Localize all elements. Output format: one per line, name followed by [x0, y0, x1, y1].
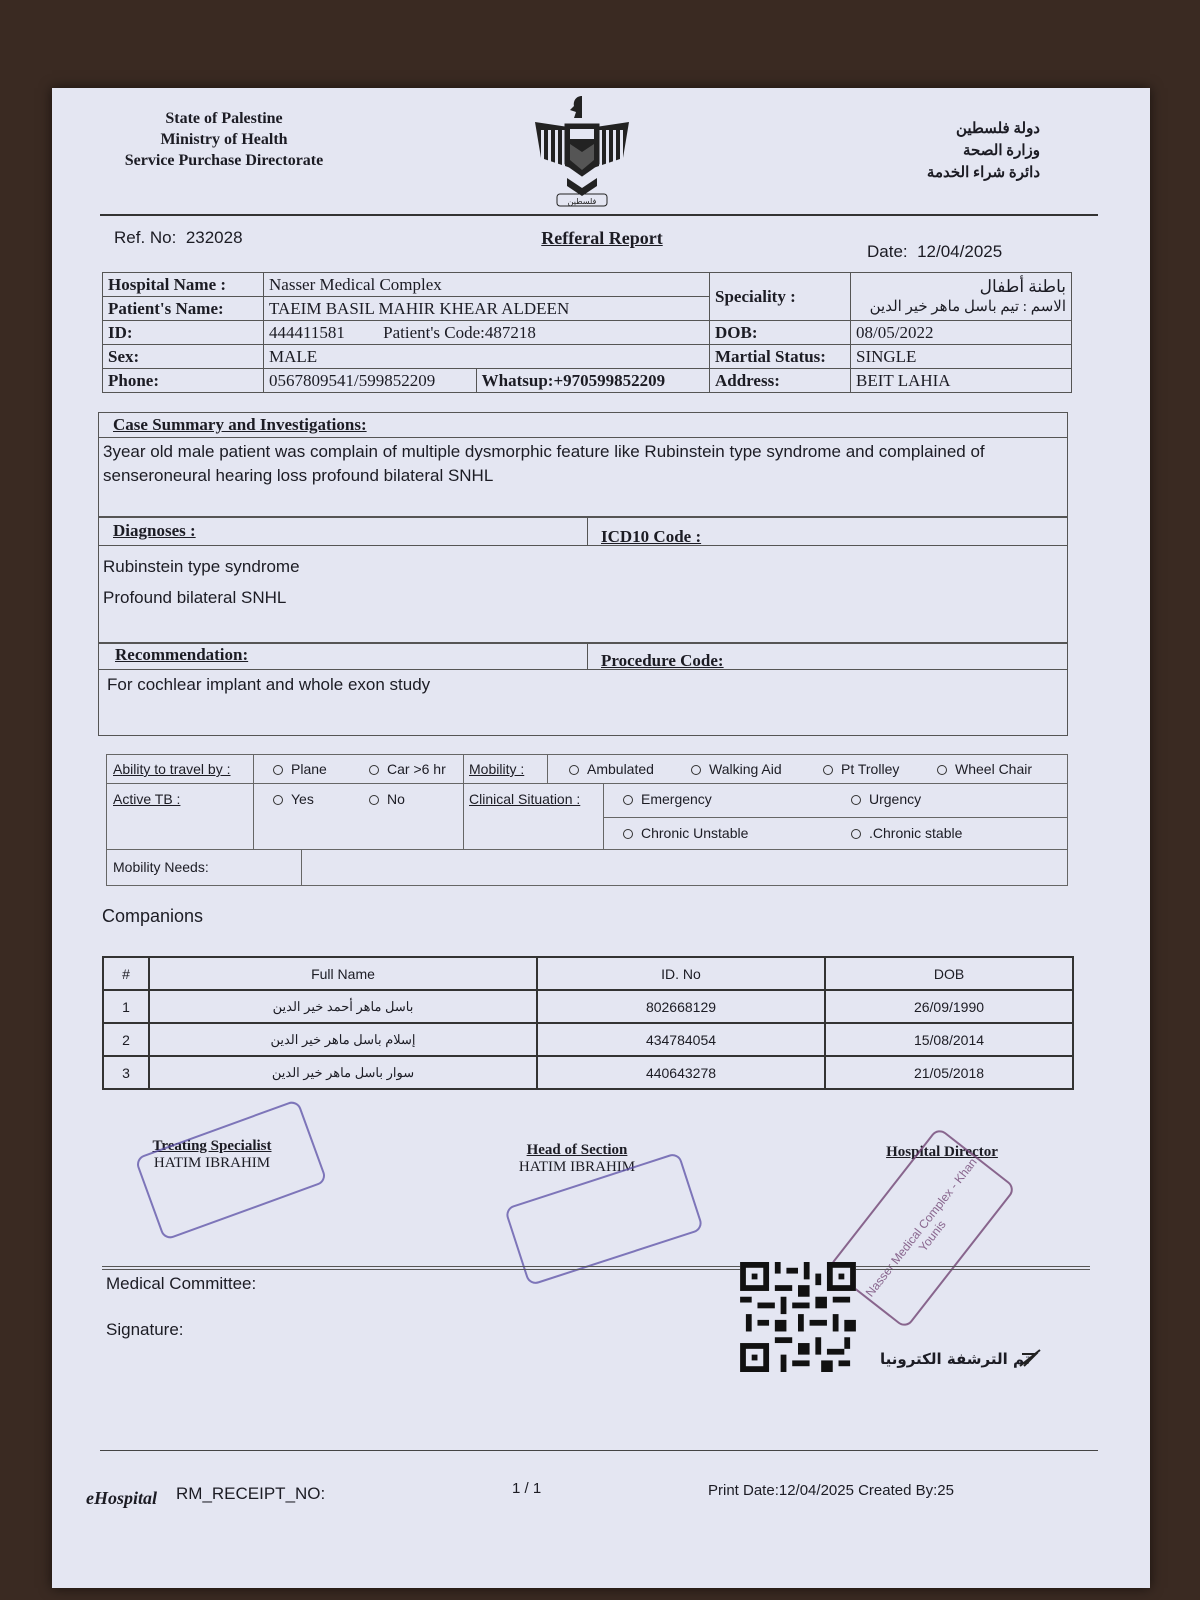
palestine-eagle-emblem [527, 92, 637, 210]
radio-icon [569, 765, 579, 775]
icd10-heading: ICD10 Code : [601, 527, 702, 546]
hospital-value: Nasser Medical Complex [264, 273, 710, 297]
print-info: Print Date:12/04/2025 Created By:25 [708, 1482, 954, 1499]
page-title: Refferal Report [541, 228, 663, 248]
date-value: 12/04/2025 [917, 242, 1003, 261]
radio-icon [937, 765, 947, 775]
mobility-needs-label: Mobility Needs: [113, 859, 209, 875]
recommendation-text: For cochlear implant and whole exon study [107, 675, 431, 694]
whatsapp-cell [476, 369, 709, 393]
header-arabic [840, 118, 1040, 184]
signature-pen-icon [1016, 1346, 1044, 1370]
table-header-row [103, 957, 1073, 990]
page-number: 1 / 1 [512, 1480, 542, 1497]
recommendation-section [98, 642, 1068, 736]
walking-aid-radio[interactable]: Walking Aid [691, 761, 782, 777]
director-stamp-text: Nasser Medical Complex - Khan Younis [862, 1155, 980, 1300]
companion-dob: 26/09/1990 [825, 990, 1073, 1023]
ehospital-logo-text: eHospital [86, 1488, 157, 1508]
case-summary-section [98, 412, 1068, 518]
row-number: 2 [103, 1023, 149, 1056]
companions-title: Companions [102, 906, 204, 926]
table-row [103, 1056, 1073, 1089]
dob-label: DOB: [710, 321, 851, 345]
urgency-radio[interactable]: Urgency [851, 791, 921, 807]
travel-mobility-section [106, 754, 1068, 886]
head-of-section-label: Head of Section [526, 1142, 628, 1158]
procedure-code-heading: Procedure Code: [601, 651, 724, 670]
col-header: DOB [825, 957, 1073, 990]
col-header: Full Name [149, 957, 537, 990]
radio-icon [369, 795, 379, 805]
phone-value: 0567809541/599852209 [264, 369, 477, 393]
ability-to-travel-label: Ability to travel by : [113, 761, 231, 777]
companion-name: إسلام باسل ماهر خير الدين [149, 1023, 537, 1056]
patient-code-value: 487218 [484, 322, 536, 342]
companion-dob: 15/08/2014 [825, 1023, 1073, 1056]
address-value: BEIT LAHIA [851, 369, 1072, 393]
chronic-unstable-radio[interactable]: Chronic Unstable [623, 825, 748, 841]
companion-id: 434784054 [537, 1023, 825, 1056]
header-ministry: Ministry of Health [160, 131, 288, 148]
mobility-needs-field[interactable] [307, 853, 1063, 881]
plane-radio[interactable]: Plane [273, 761, 327, 777]
clinical-situation-label: Clinical Situation : [469, 791, 581, 807]
emergency-radio[interactable]: Emergency [623, 791, 712, 807]
qr-code-icon [740, 1262, 856, 1372]
diagnoses-heading: Diagnoses : [113, 521, 196, 540]
header-ar-state: دولة فلسطين [955, 121, 1040, 137]
diagnoses-list [103, 551, 300, 613]
radio-icon [273, 795, 283, 805]
ref-label: Ref. No: [114, 228, 177, 247]
treating-specialist-name: HATIM IBRAHIM [153, 1155, 271, 1171]
id-label: ID: [103, 321, 264, 345]
speciality-ar: باطنة أطفال [979, 277, 1066, 296]
treating-specialist-label: Treating Specialist [152, 1138, 272, 1154]
radio-icon [273, 765, 283, 775]
table-row [103, 990, 1073, 1023]
radio-icon [369, 765, 379, 775]
patient-name-value: TAEIM BASIL MAHIR KHEAR ALDEEN [264, 297, 710, 321]
receipt-number-label: RM_RECEIPT_NO: [176, 1484, 326, 1503]
section-separator [102, 1266, 1090, 1270]
companion-id: 440643278 [537, 1056, 825, 1089]
referral-paper [52, 88, 1150, 1588]
header-ar-ministry: وزارة الصحة [963, 143, 1040, 159]
specialist-stamp [134, 1099, 328, 1241]
header-directorate: Service Purchase Directorate [124, 152, 324, 169]
case-summary-text: 3year old male patient was complain of multiple dysmorphic feature like Rubinstein type syndrome and complained of senseroneural hearing loss profound bilateral SNHL [103, 442, 985, 485]
diagnosis-item: Rubinstein type syndrome [103, 557, 300, 576]
companions-table [102, 956, 1074, 1090]
patient-code-label: Patient's Code: [383, 322, 485, 342]
companion-dob: 21/05/2018 [825, 1056, 1073, 1089]
patient-info-table [102, 272, 1072, 393]
emblem-label: فلسطين [567, 197, 597, 206]
id-cell [264, 321, 710, 345]
footer-divider [100, 1450, 1098, 1451]
hospital-label: Hospital Name : [103, 273, 264, 297]
phone-label: Phone: [103, 369, 264, 393]
header-english [94, 108, 354, 171]
id-value: 444411581 [269, 322, 345, 342]
recommendation-heading: Recommendation: [115, 645, 249, 664]
marital-value: SINGLE [851, 345, 1072, 369]
patient-name-label: Patient's Name: [103, 297, 264, 321]
ref-value: 232028 [185, 228, 243, 247]
radio-icon [851, 829, 861, 839]
companion-id: 802668129 [537, 990, 825, 1023]
e-signed-note [880, 1350, 1030, 1368]
dob-value: 08/05/2022 [851, 321, 1072, 345]
speciality-value [851, 273, 1072, 321]
tb-no-radio[interactable]: No [369, 791, 405, 807]
sex-value: MALE [264, 345, 710, 369]
radio-icon [623, 795, 633, 805]
e-signed-text: تم الترشفة الكترونيا [880, 1350, 1031, 1368]
hospital-director-label: Hospital Director [886, 1144, 998, 1160]
col-header: ID. No [537, 957, 825, 990]
diagnosis-item: Profound bilateral SNHL [103, 588, 287, 607]
pt-trolley-radio[interactable]: Pt Trolley [823, 761, 899, 777]
chronic-stable-radio[interactable]: .Chronic stable [851, 825, 962, 841]
whatsapp-value: +970599852209 [553, 370, 666, 390]
companion-name: سوار باسل ماهر خير الدين [149, 1056, 537, 1089]
case-summary-heading: Case Summary and Investigations: [113, 415, 367, 434]
medical-committee-label: Medical Committee: [106, 1274, 257, 1293]
car-radio[interactable]: Car >6 hr [369, 761, 446, 777]
header-ar-directorate: دائرة شراء الخدمة [926, 165, 1040, 181]
ref-number [114, 228, 243, 248]
radio-icon [691, 765, 701, 775]
sex-label: Sex: [103, 345, 264, 369]
report-date [867, 242, 1002, 262]
col-header: # [103, 957, 149, 990]
ambulated-radio[interactable]: Ambulated [569, 761, 654, 777]
speciality-label: Speciality : [710, 273, 851, 321]
signature-label: Signature: [106, 1320, 184, 1339]
diagnoses-section [98, 516, 1068, 644]
radio-icon [823, 765, 833, 775]
active-tb-label: Active TB : [113, 791, 181, 807]
marital-label: Martial Status: [710, 345, 851, 369]
header-state: State of Palestine [165, 110, 283, 127]
date-label: Date: [867, 242, 908, 261]
radio-icon [623, 829, 633, 839]
radio-icon [851, 795, 861, 805]
table-row [103, 1023, 1073, 1056]
row-number: 1 [103, 990, 149, 1023]
tb-yes-radio[interactable]: Yes [273, 791, 314, 807]
address-label: Address: [710, 369, 851, 393]
companion-name: باسل ماهر أحمد خير الدين [149, 990, 537, 1023]
header-divider [100, 214, 1098, 216]
head-of-section-name: HATIM IBRAHIM [518, 1159, 636, 1175]
patient-name-ar: الاسم : تيم باسل ماهر خير الدين [869, 299, 1066, 315]
mobility-label: Mobility : [469, 761, 525, 777]
wheel-chair-radio[interactable]: Wheel Chair [937, 761, 1032, 777]
row-number: 3 [103, 1056, 149, 1089]
whatsapp-label: Whatsup: [481, 370, 554, 390]
ehospital-logo [86, 1488, 157, 1509]
